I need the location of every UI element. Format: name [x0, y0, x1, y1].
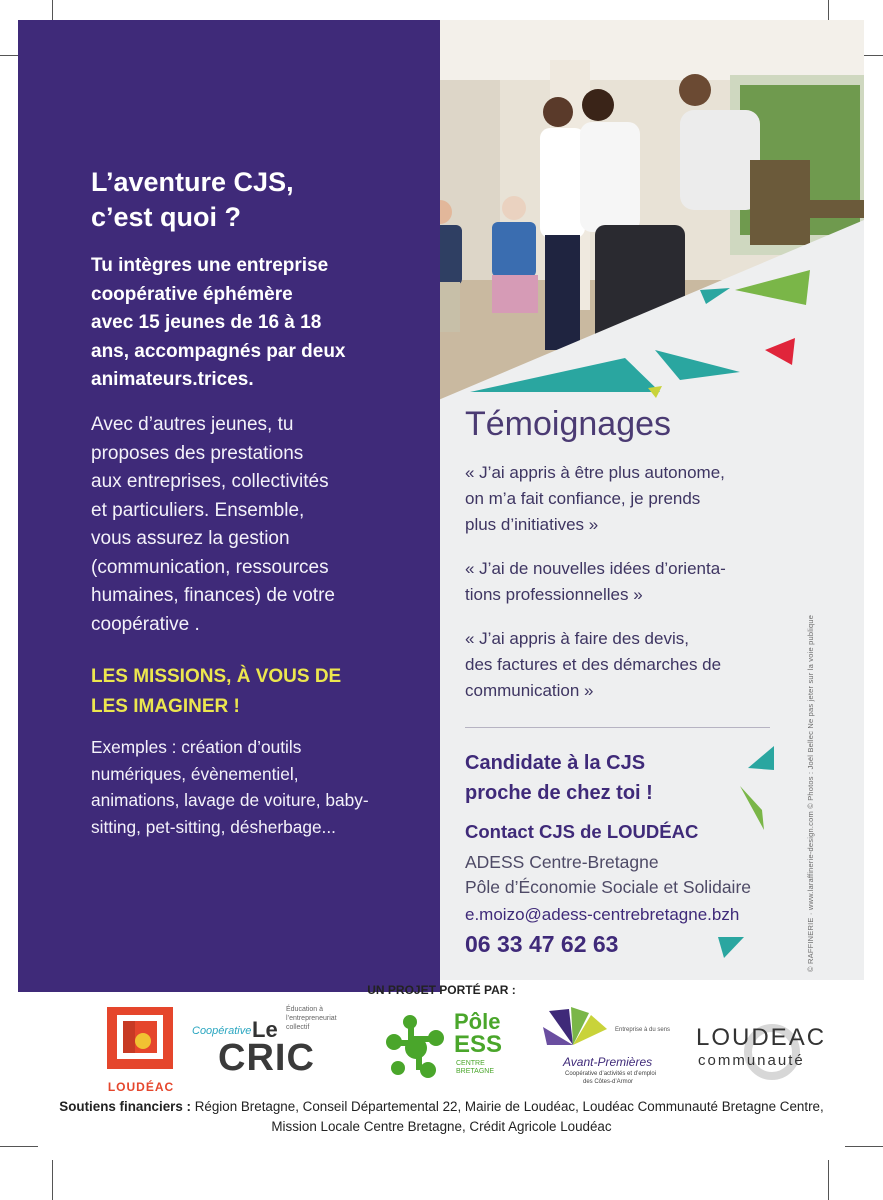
pole-ess-logo [380, 1008, 510, 1088]
cta-line: proche de chez toi ! [465, 782, 653, 804]
missions-line: LES MISSIONS, À VOUS DE [91, 666, 342, 687]
cric-logo [190, 1005, 340, 1090]
quote-line: « J’ai de nouvelles idées d’orienta- [465, 559, 726, 578]
section-title [91, 165, 294, 235]
examples-paragraph [91, 734, 421, 841]
quote-line: des factures et des démarches de [465, 655, 722, 674]
body-line: (communication, ressources [91, 556, 329, 578]
body-line: Avec d’autres jeunes, tu [91, 414, 294, 435]
intro-line: coopérative éphémère [91, 283, 293, 305]
contact-title: Contact CJS de LOUDÉAC [465, 821, 699, 842]
vertical-credit: © RAFFINERIE · www.laraffinerie-design.com © Photos : Joël Bellec Ne pas jeter sur la voie publique [806, 614, 815, 972]
missions-line: LES IMAGINER ! [91, 696, 240, 717]
intro-line: animateurs.trices. [91, 369, 254, 390]
quote-line: on m’a fait confiance, je prends [465, 489, 701, 508]
crop-mark [845, 1146, 883, 1147]
cric-note: Éducation à l’entrepreneuriat collectif [286, 1006, 337, 1031]
crop-mark [52, 1160, 53, 1200]
quote-line: plus d’initiatives » [465, 515, 599, 534]
examples-line: numériques, évènementiel, [91, 763, 299, 784]
title-line: c’est quoi ? [91, 202, 242, 232]
cric-small-text: Coopérative [192, 1025, 252, 1037]
call-to-action [465, 748, 653, 808]
body-line: humaines, finances) de votre [91, 585, 335, 606]
body-line: proposes des prestations [91, 442, 304, 464]
decorative-triangles [700, 740, 790, 970]
crop-mark [828, 1160, 829, 1200]
projet-label: UN PROJET PORTÉ PAR : [367, 983, 516, 997]
body-paragraph [91, 411, 411, 639]
temoignages-title: Témoignages [465, 405, 672, 443]
body-line: coopérative . [91, 613, 200, 635]
quote-line: « J’ai appris à faire des devis, [465, 629, 689, 648]
body-line: aux entreprises, collectivités [91, 471, 329, 492]
avant-premieres-icon [539, 1005, 609, 1055]
testimonial-quote [465, 460, 775, 538]
testimonial-quote [465, 626, 775, 704]
quote-line: « J’ai appris à être plus autonome, [465, 463, 725, 482]
testimonial-quote [465, 556, 775, 608]
cric-main: CRIC [218, 1037, 315, 1079]
soutiens-line2: Mission Locale Centre Bretagne, Crédit Agricole Loudéac [271, 1119, 612, 1134]
missions-heading [91, 662, 411, 722]
intro-line: Tu intègres une entreprise [91, 255, 329, 276]
funding-credits [30, 1097, 853, 1137]
quote-line: communication » [465, 681, 594, 700]
cric-le: Le [252, 1017, 278, 1042]
contact-email-link[interactable]: e.moizo@adess-centrebretagne.bzh [465, 905, 740, 924]
lc-line2: communauté [698, 1052, 805, 1069]
intro-line: ans, accompagnés par deux [91, 340, 346, 362]
soutiens-label: Soutiens financiers : [59, 1099, 191, 1114]
avant-premieres-logo [535, 1005, 690, 1091]
quote-line: tions professionnelles » [465, 585, 643, 604]
soutiens-text: Région Bretagne, Conseil Départemental 22, Mairie de Loudéac, Loudéac Communauté Bretagne Centre, [190, 1099, 824, 1114]
org-line: ADESS Centre-Bretagne [465, 852, 659, 872]
ap-sub2: des Côtes-d’Armor [583, 1079, 634, 1085]
pole-sub2: BRETAGNE [456, 1068, 494, 1075]
pole-sub1: CENTRE [456, 1060, 485, 1067]
examples-line: animations, lavage de voiture, baby- [91, 790, 369, 811]
pole-line1: Pôle [454, 1009, 501, 1034]
examples-line: sitting, pet-sitting, désherbage... [91, 817, 336, 838]
divider [465, 727, 770, 728]
org-line: Pôle d’Économie Sociale et Solidaire [465, 877, 751, 897]
loudeac-logo-text: LOUDÉAC [107, 1080, 175, 1094]
pole-line2: ESS [454, 1031, 503, 1058]
ap-sub1: Coopérative d’activités et d’emploi [565, 1071, 657, 1077]
loudeac-logo [105, 1005, 177, 1093]
intro-line: avec 15 jeunes de 16 à 18 [91, 312, 322, 333]
activity-photo [410, 20, 864, 412]
cta-line: Candidate à la CJS [465, 752, 646, 774]
lc-line1: LOUDEAC [696, 1024, 827, 1051]
body-line: et particuliers. Ensemble, [91, 499, 305, 521]
ap-tag: Entreprise à du sens [615, 1027, 671, 1033]
ap-name: Avant-Premières [563, 1055, 653, 1069]
intro-paragraph [91, 252, 411, 395]
soutiens-line [30, 1097, 853, 1117]
loudeac-communaute-logo [694, 1022, 844, 1082]
crop-mark [0, 1146, 38, 1147]
title-line: L’aventure CJS, [91, 167, 294, 197]
pole-ess-icon [380, 1012, 450, 1084]
contact-phone[interactable]: 06 33 47 62 63 [465, 931, 619, 957]
body-line: vous assurez la gestion [91, 528, 290, 549]
examples-line: Exemples : création d’outils [91, 737, 302, 757]
